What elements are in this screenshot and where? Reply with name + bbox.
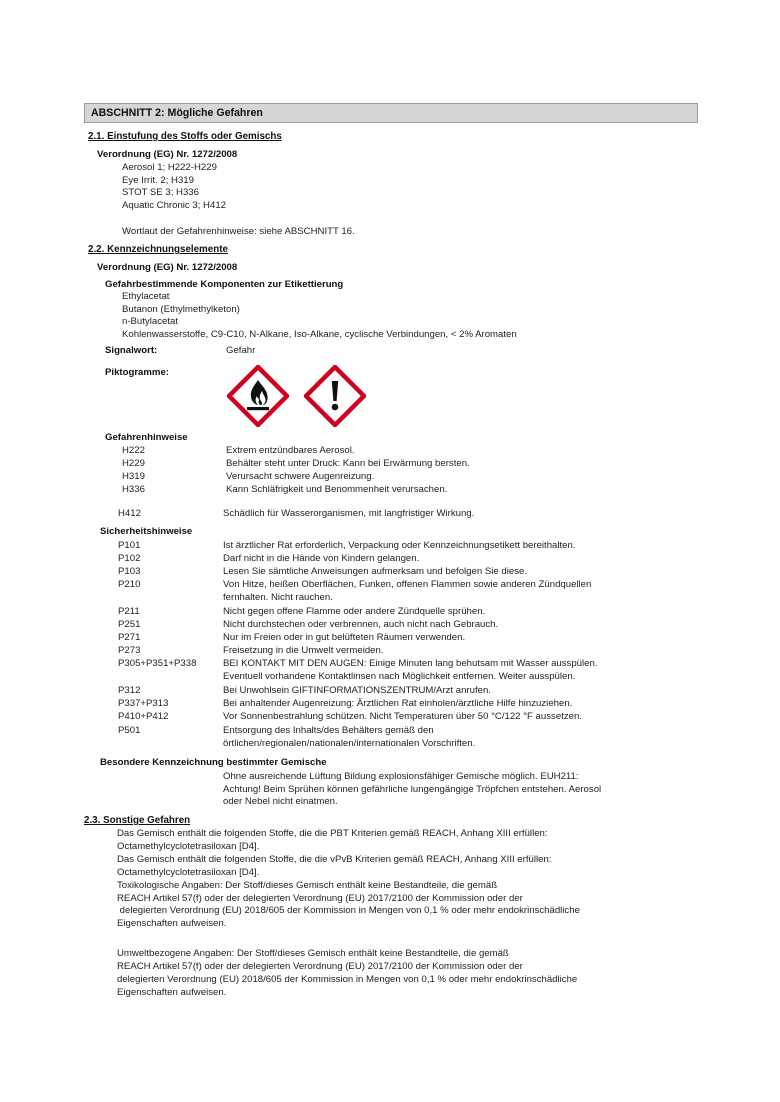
precaution-text: BEI KONTAKT MIT DEN AUGEN: Einige Minuten lang behutsam mit Wasser ausspülen. [223, 658, 598, 669]
subsection-2-2-title: 2.2. Kennzeichnungselemente [88, 244, 228, 255]
precaution-text: fernhalten. Nicht rauchen. [223, 592, 333, 603]
special-labelling-text [223, 771, 601, 809]
special-labelling-line: Achtung! Beim Sprühen können gefährliche lungengängige Tröpfchen entstehen. Aerosol [223, 783, 602, 795]
precaution-text: Lesen Sie sämtliche Anweisungen aufmerksam und befolgen Sie diese. [223, 566, 527, 577]
precaution-text: Freisetzung in die Umwelt vermeiden. [223, 645, 384, 656]
other-hazards-line: REACH Artikel 57(f) oder der delegierten Verordnung (EU) 2017/2100 der Kommission oder der [117, 892, 523, 904]
precaution-text: örtlichen/regionalen/nationalen/internationalen Vorschriften. [223, 738, 476, 749]
hazard-text: Schädlich für Wasserorganismen, mit langfristiger Wirkung. [223, 508, 475, 519]
signal-word-value: Gefahr [226, 345, 256, 356]
precaution-text: Bei anhaltender Augenreizung: Ärztlichen Rat einholen/ärztliche Hilfe hinzuziehen. [223, 698, 573, 709]
hazard-statements-title: Gefahrenhinweise [105, 432, 188, 443]
subsection-2-3-title: 2.3. Sonstige Gefahren [84, 815, 191, 826]
signal-word-label: Signalwort: [105, 345, 158, 356]
precaution-code: P210 [118, 579, 141, 590]
precaution-text: Vor Sonnenbestrahlung schützen. Nicht Temperaturen über 50 °C/122 °F aussetzen. [223, 711, 582, 722]
classification-item: STOT SE 3; H336 [122, 187, 199, 199]
hazard-text: Extrem entzündbares Aerosol. [226, 445, 355, 456]
other-hazards-line: Octamethylcyclotetrasiloxan [D4]. [117, 840, 260, 852]
hazard-text: Verursacht schwere Augenreizung. [226, 471, 375, 482]
wording-note: Wortlaut der Gefahrenhinweise: siehe ABSCHNITT 16. [122, 226, 355, 237]
special-labelling-title: Besondere Kennzeichnung bestimmter Gemische [100, 757, 327, 768]
precaution-code: P103 [118, 566, 141, 577]
special-labelling-line: oder Nebel nicht einatmen. [223, 796, 338, 808]
hazard-text: Kann Schläfrigkeit und Benommenheit verursachen. [226, 484, 448, 495]
environmental-info-line: delegierten Verordnung (EU) 2018/605 der Kommission in Mengen von 0,1 % oder mehr endokrinschädliche [117, 973, 578, 985]
precaution-text: Darf nicht in die Hände von Kindern gelangen. [223, 553, 420, 564]
precaution-code: P305+P351+P338 [118, 658, 197, 669]
precaution-text: Nicht durchstechen oder verbrennen, auch nicht nach Gebrauch. [223, 619, 499, 630]
classification-list [122, 162, 226, 212]
classification-item: Aerosol 1; H222-H229 [122, 162, 217, 173]
pictograms-label: Piktogramme: [105, 367, 169, 378]
exclamation-pictogram-icon [304, 365, 366, 427]
precaution-code: P273 [118, 645, 141, 656]
precaution-code: P337+P313 [118, 698, 169, 709]
other-hazards-line: Eigenschaften aufweisen. [117, 918, 227, 930]
precaution-text: Nicht gegen offene Flamme oder andere Zündquelle sprühen. [223, 606, 486, 617]
precaution-code: P271 [118, 632, 141, 643]
precaution-text: Bei Unwohlsein GIFTINFORMATIONSZENTRUM/Arzt anrufen. [223, 685, 491, 696]
other-hazards-line: Octamethylcyclotetrasiloxan [D4]. [117, 866, 260, 878]
precaution-text: Eventuell vorhandene Kontaktlinsen nach Möglichkeit entfernen. Weiter ausspülen. [223, 671, 576, 682]
environmental-info-text [117, 948, 577, 1000]
precaution-code: P410+P412 [118, 711, 169, 722]
regulation-label: Verordnung (EG) Nr. 1272/2008 [97, 149, 238, 160]
precaution-code: P251 [118, 619, 141, 630]
components-title: Gefahrbestimmende Komponenten zur Etikettierung [105, 279, 344, 290]
hazard-code: H319 [122, 471, 145, 482]
component-item: Butanon (Ethylmethylketon) [122, 303, 240, 315]
hazard-code: H229 [122, 458, 145, 469]
precaution-code: P211 [118, 606, 140, 617]
component-item: Kohlenwasserstoffe, C9-C10, N-Alkane, Iso-Alkane, cyclische Verbindungen, < 2% Aromaten [122, 328, 517, 340]
environmental-info-line: REACH Artikel 57(f) oder der delegierten Verordnung (EU) 2017/2100 der Kommission oder der [117, 960, 523, 972]
component-item: n-Butylacetat [122, 316, 178, 328]
flame-pictogram-icon [227, 365, 289, 427]
section-header: ABSCHNITT 2: Mögliche Gefahren [84, 103, 698, 123]
other-hazards-line: delegierten Verordnung (EU) 2018/605 der Kommission in Mengen von 0,1 % oder mehr endokrinschädliche [117, 905, 580, 917]
component-item: Ethylacetat [122, 291, 170, 302]
special-labelling-line: Ohne ausreichende Lüftung Bildung explosionsfähiger Gemische möglich. EUH211: [223, 771, 579, 782]
precaution-code: P501 [118, 725, 141, 736]
precaution-text: Ist ärztlicher Rat erforderlich, Verpackung oder Kennzeichnungsetikett bereithalten. [223, 540, 576, 551]
environmental-info-line: Umweltbezogene Angaben: Der Stoff/dieses Gemisch enthält keine Bestandteile, die gemäß [117, 948, 509, 959]
other-hazards-line: Das Gemisch enthält die folgenden Stoffe, die die vPvB Kriterien gemäß REACH, Anhang XIII erfüllen: [117, 853, 552, 865]
safety-statements-title: Sicherheitshinweise [100, 526, 193, 537]
precaution-code: P102 [118, 553, 141, 564]
other-hazards-line: Toxikologische Angaben: Der Stoff/dieses Gemisch enthält keine Bestandteile, die gemäß [117, 879, 498, 891]
other-hazards-text [117, 828, 580, 931]
components-list [122, 291, 517, 341]
regulation-label: Verordnung (EG) Nr. 1272/2008 [97, 262, 238, 273]
hazard-text: Behälter steht unter Druck: Kann bei Erwärmung bersten. [226, 458, 470, 469]
precaution-text: Nur im Freien oder in gut belüfteten Räumen verwenden. [223, 632, 466, 643]
subsection-2-1-title: 2.1. Einstufung des Stoffs oder Gemischs [88, 131, 282, 142]
environmental-info-line: Eigenschaften aufweisen. [117, 986, 227, 998]
hazard-code: H222 [122, 445, 145, 456]
precaution-code: P312 [118, 685, 141, 696]
classification-item: Aquatic Chronic 3; H412 [122, 199, 226, 211]
hazard-code: H412 [118, 508, 141, 519]
hazard-code: H336 [122, 484, 145, 495]
other-hazards-line: Das Gemisch enthält die folgenden Stoffe, die die PBT Kriterien gemäß REACH, Anhang XIII erfüllen: [117, 828, 548, 839]
precaution-text: Von Hitze, heißen Oberflächen, Funken, offenen Flammen sowie anderen Zündquellen [223, 579, 592, 590]
classification-item: Eye Irrit. 2; H319 [122, 174, 194, 186]
precaution-text: Entsorgung des Inhalts/des Behälters gemäß den [223, 725, 434, 736]
precaution-code: P101 [118, 540, 141, 551]
